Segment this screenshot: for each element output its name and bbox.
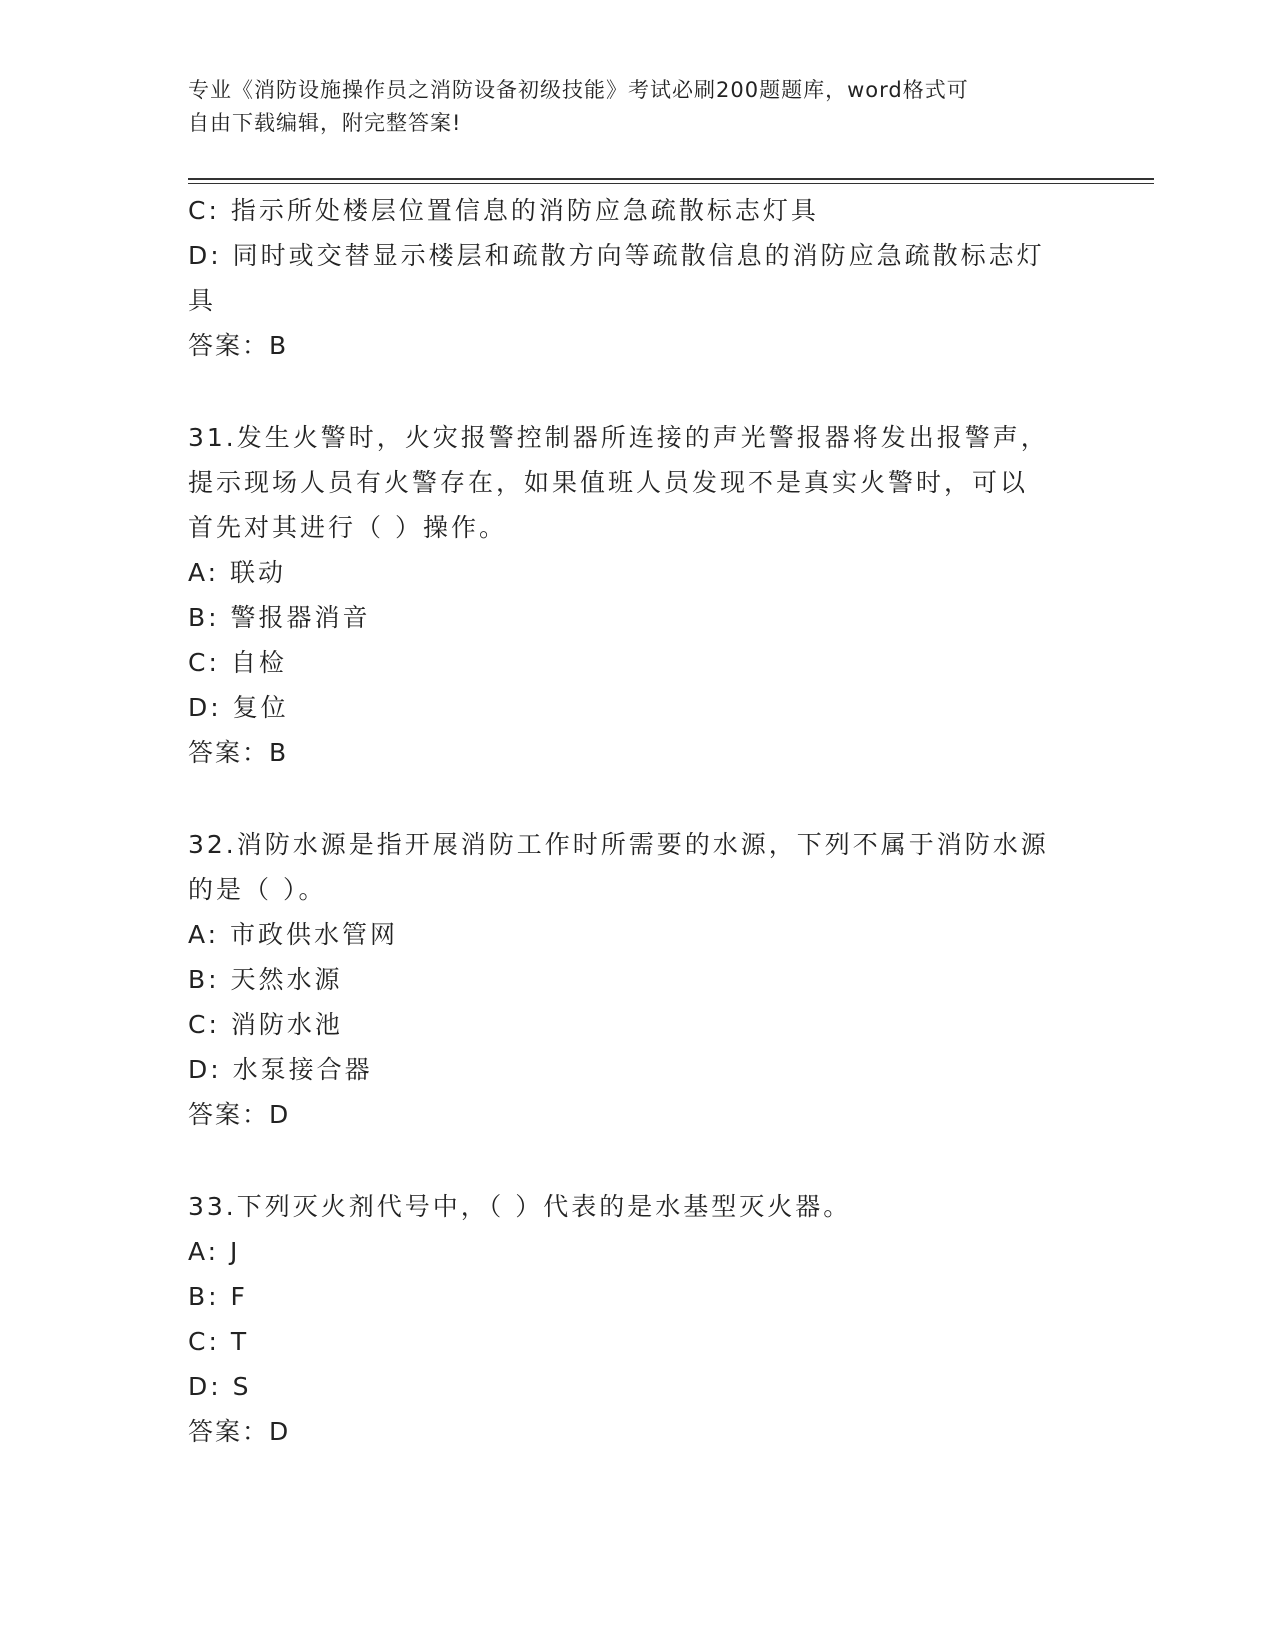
answer-line: 答案：D (188, 1417, 291, 1446)
option-c: C: 自检 (188, 648, 287, 677)
answer-line: 答案：B (188, 331, 289, 360)
option-d: D: S (188, 1372, 252, 1401)
header-line-2: 自由下载编辑，附完整答案! (188, 111, 462, 135)
option-c: C: 消防水池 (188, 1010, 343, 1039)
question-spacer (188, 775, 1088, 822)
question-31 (188, 415, 1088, 775)
previous-question-tail (188, 188, 1088, 368)
option-d: D: 复位 (188, 693, 289, 722)
question-stem-line: 提示现场人员有火警存在，如果值班人员发现不是真实火警时，可以 (188, 468, 1029, 497)
option-d: D: 同时或交替显示楼层和疏散方向等疏散信息的消防应急疏散标志灯 (188, 241, 1045, 270)
option-d-continued: 具 (188, 286, 217, 315)
question-stem-line: 32.消防水源是指开展消防工作时所需要的水源，下列不属于消防水源 (188, 830, 1049, 859)
document-body (188, 188, 1088, 1454)
option-c: C: T (188, 1327, 250, 1356)
option-b: B: F (188, 1282, 248, 1311)
question-spacer (188, 1137, 1088, 1184)
answer-line: 答案：B (188, 738, 289, 767)
answer-line: 答案：D (188, 1100, 291, 1129)
document-header (188, 74, 1088, 140)
question-spacer (188, 368, 1088, 415)
option-b: B: 警报器消音 (188, 603, 371, 632)
option-a: A: 联动 (188, 558, 287, 587)
question-stem-line: 31.发生火警时，火灾报警控制器所连接的声光警报器将发出报警声， (188, 423, 1049, 452)
option-b: B: 天然水源 (188, 965, 343, 994)
question-stem-line: 首先对其进行（ ）操作。 (188, 513, 507, 542)
option-c: C: 指示所处楼层位置信息的消防应急疏散标志灯具 (188, 196, 819, 225)
header-rule-thick (188, 178, 1154, 180)
header-rule-thin (188, 183, 1154, 184)
option-d: D: 水泵接合器 (188, 1055, 373, 1084)
question-stem-line: 的是（ ）。 (188, 875, 327, 904)
question-33 (188, 1184, 1088, 1454)
option-a: A: 市政供水管网 (188, 920, 399, 949)
question-32 (188, 822, 1088, 1137)
option-a: A: J (188, 1237, 241, 1266)
header-line-1: 专业《消防设施操作员之消防设备初级技能》考试必刷200题题库，word格式可 (188, 78, 969, 102)
question-stem-line: 33.下列灭火剂代号中，（ ）代表的是水基型灭火器。 (188, 1192, 852, 1221)
